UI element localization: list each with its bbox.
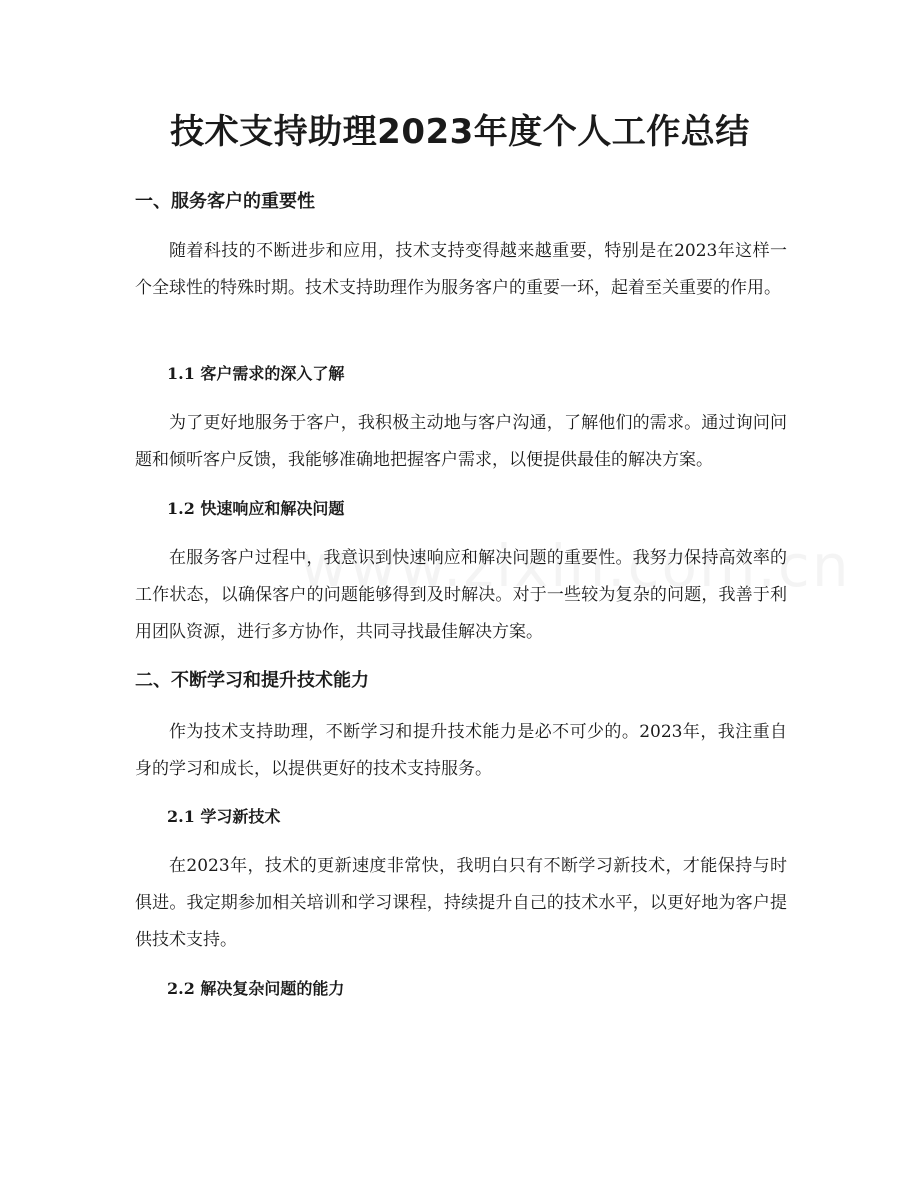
subsection-heading-1-2: 1.2 快速响应和解决问题: [167, 499, 345, 518]
subsection-2-1-text: 在2023年，技术的更新速度非常快，我明白只有不断学习新技术，才能保持与时俱进。我定期参加相关培训和学习课程，持续提升自己的技术水平，以更好地为客户提供技术支持。: [135, 856, 787, 950]
document-title: 技术支持助理2023年度个人工作总结: [170, 112, 750, 152]
section-heading-2: 二、不断学习和提升技术能力: [135, 670, 369, 691]
subsection-1-2-text: 在服务客户过程中，我意识到快速响应和解决问题的重要性。我努力保持高效率的工作状态，以确保客户的问题能够得到及时解决。对于一些较为复杂的问题，我善于利用团队资源，进行多方协作，共同寻找最佳解决方案。: [135, 548, 787, 642]
subsection-heading-2-2: 2.2 解决复杂问题的能力: [167, 979, 345, 998]
section-heading-1: 一、服务客户的重要性: [135, 191, 315, 212]
subsection-1-1-text: 为了更好地服务于客户，我积极主动地与客户沟通，了解他们的需求。通过询问问题和倾听客户反馈，我能够准确地把握客户需求，以便提供最佳的解决方案。: [135, 413, 787, 470]
section-1-intro: 随着科技的不断进步和应用，技术支持变得越来越重要，特别是在2023年这样一个全球性的特殊时期。技术支持助理作为服务客户的重要一环，起着至关重要的作用。: [135, 241, 787, 298]
section-2-intro: 作为技术支持助理，不断学习和提升技术能力是必不可少的。2023年，我注重自身的学习和成长，以提供更好的技术支持服务。: [135, 722, 787, 779]
subsection-heading-1-1: 1.1 客户需求的深入了解: [167, 364, 345, 383]
subsection-heading-2-1: 2.1 学习新技术: [167, 807, 281, 826]
